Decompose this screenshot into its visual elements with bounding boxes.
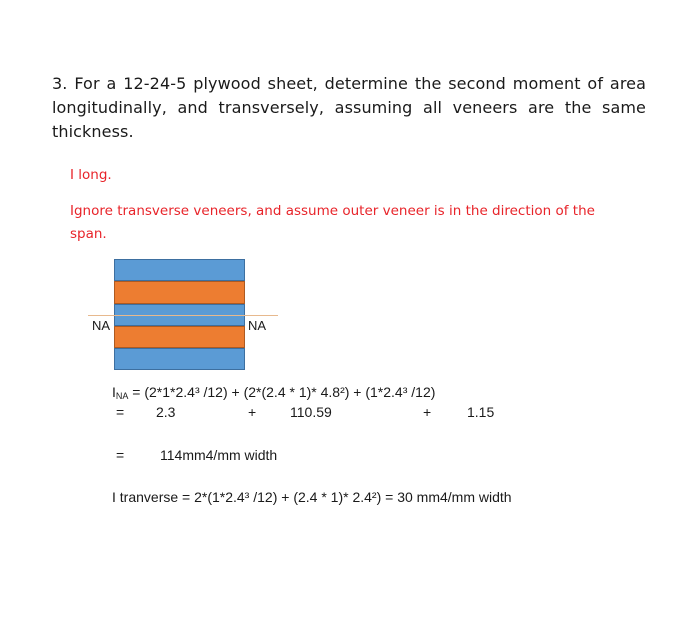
ina-subscript: NA — [115, 391, 129, 401]
na-label-right: NA — [248, 318, 267, 333]
plus-sign: + — [423, 404, 432, 420]
eq-sign: = — [116, 404, 125, 420]
value-2: 110.59 — [290, 404, 332, 420]
plus-sign: + — [248, 404, 257, 420]
longitudinal-result: 114mm4/mm width — [160, 447, 278, 463]
question-text: 3. For a 12-24-5 plywood sheet, determine the second moment of area longitudinally, and transversely, assuming all veneers are the same thickness. — [52, 74, 646, 141]
veneer-layer-1 — [114, 259, 245, 281]
value-1: 2.3 — [156, 404, 176, 420]
na-label-left: NA — [92, 318, 111, 333]
value-3: 1.15 — [467, 404, 495, 420]
ina-expression: = (2*1*2.4³ /12) + (2*(2.4 * 1)* 4.8²) + (1*2.4³ /12) — [132, 384, 436, 400]
instruction-text: Ignore transverse veneers, and assume outer veneer is in the direction of the span. — [70, 203, 595, 242]
transverse-equation: I tranverse = 2*(1*2.4³ /12) + (2.4 * 1)* 2.4²) = 30 mm4/mm width — [112, 489, 512, 505]
ina-equation — [112, 384, 435, 401]
veneer-layer-2 — [114, 281, 245, 304]
eq-sign: = — [116, 447, 125, 463]
neutral-axis-line — [88, 315, 278, 316]
veneer-layer-4 — [114, 326, 245, 348]
i-long-heading: I long. — [70, 167, 112, 183]
veneer-layer-5 — [114, 348, 245, 370]
ina-symbol: I — [112, 384, 116, 400]
